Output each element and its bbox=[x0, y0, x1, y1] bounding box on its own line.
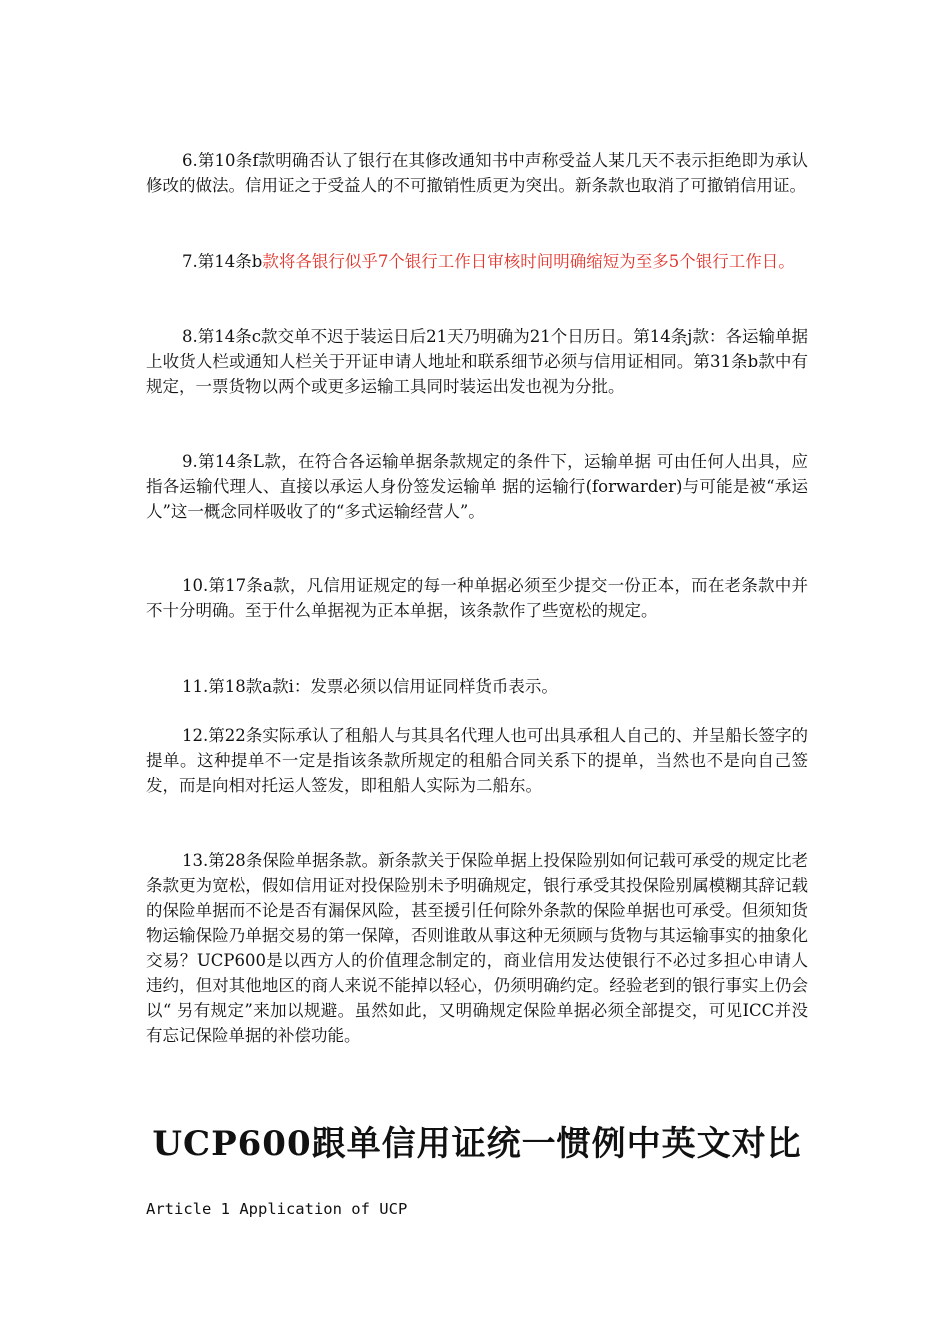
document-title: UCP600跟单信用证统一惯例中英文对比 bbox=[152, 1124, 802, 1164]
paragraph-7-prefix: 7.第14条b bbox=[182, 252, 263, 271]
paragraph-7-highlight: 款将各银行似乎7个银行工作日审核时间明确缩短为至多5个银行工作日。 bbox=[262, 252, 795, 271]
paragraph-11: 11.第18款a款ⅰ：发票必须以信用证同样货币表示。 bbox=[182, 677, 558, 696]
paragraph-7 bbox=[146, 249, 808, 274]
article-heading: Article 1 Application of UCP bbox=[146, 1200, 408, 1218]
paragraph-8: 8.第14条c款交单不迟于装运日后21天乃明确为21个日历日。第14条j款：各运输单据上收货人栏或通知人栏关于开证申请人地址和联系细节必须与信用证相同。第31条b款中有规定，一票货物以两个或更多运输工具同时装运出发也视为分批。 bbox=[146, 327, 808, 396]
paragraph-9: 9.第14条L款，在符合各运输单据条款规定的条件下，运输单据 可由任何人出具，应指各运输代理人、直接以承运人身份签发运输单 据的运输行(forwarder)与可能是被“承运人”这一概念同样吸收了的“多式运输经营人”。 bbox=[146, 452, 808, 521]
paragraph-12: 12.第22条实际承认了租船人与其具名代理人也可出具承租人自己的、并呈船长签字的提单。这种提单不一定是指该条款所规定的租船合同关系下的提单，当然也不是向自己签发，而是向相对托运人签发，即租船人实际为二船东。 bbox=[146, 726, 808, 795]
paragraph-13: 13.第28条保险单据条款。新条款关于保险单据上投保险别如何记载可承受的规定比老条款更为宽松，假如信用证对投保险别未予明确规定，银行承受其投保险别属模糊其辞记载的保险单据而不论是否有漏保风险，甚至援引任何除外条款的保险单据也可承受。但须知货物运输保险乃单据交易的第一保障，否则谁敢从事这种无须顾与货物与其运输事实的抽象化交易？UCP600是以西方人的价值理念制定的，商业信用发达使银行不必过多担心申请人违约，但对其他地区的商人来说不能掉以轻心，仍须明确约定。经验老到的银行事实上仍会以“ 另有规定”来加以规避。虽然如此，又明确规定保险单据必须全部提交，可见ICC并没有忘记保险单据的补偿功能。 bbox=[146, 851, 808, 1045]
paragraph-6: 6.第10条f款明确否认了银行在其修改通知书中声称受益人某几天不表示拒绝即为承认修改的做法。信用证之于受益人的不可撤销性质更为突出。新条款也取消了可撤销信用证。 bbox=[146, 151, 808, 195]
paragraph-10: 10.第17条a款，凡信用证规定的每一种单据必须至少提交一份正本，而在老条款中并不十分明确。至于什么单据视为正本单据，该条款作了些宽松的规定。 bbox=[146, 576, 808, 620]
